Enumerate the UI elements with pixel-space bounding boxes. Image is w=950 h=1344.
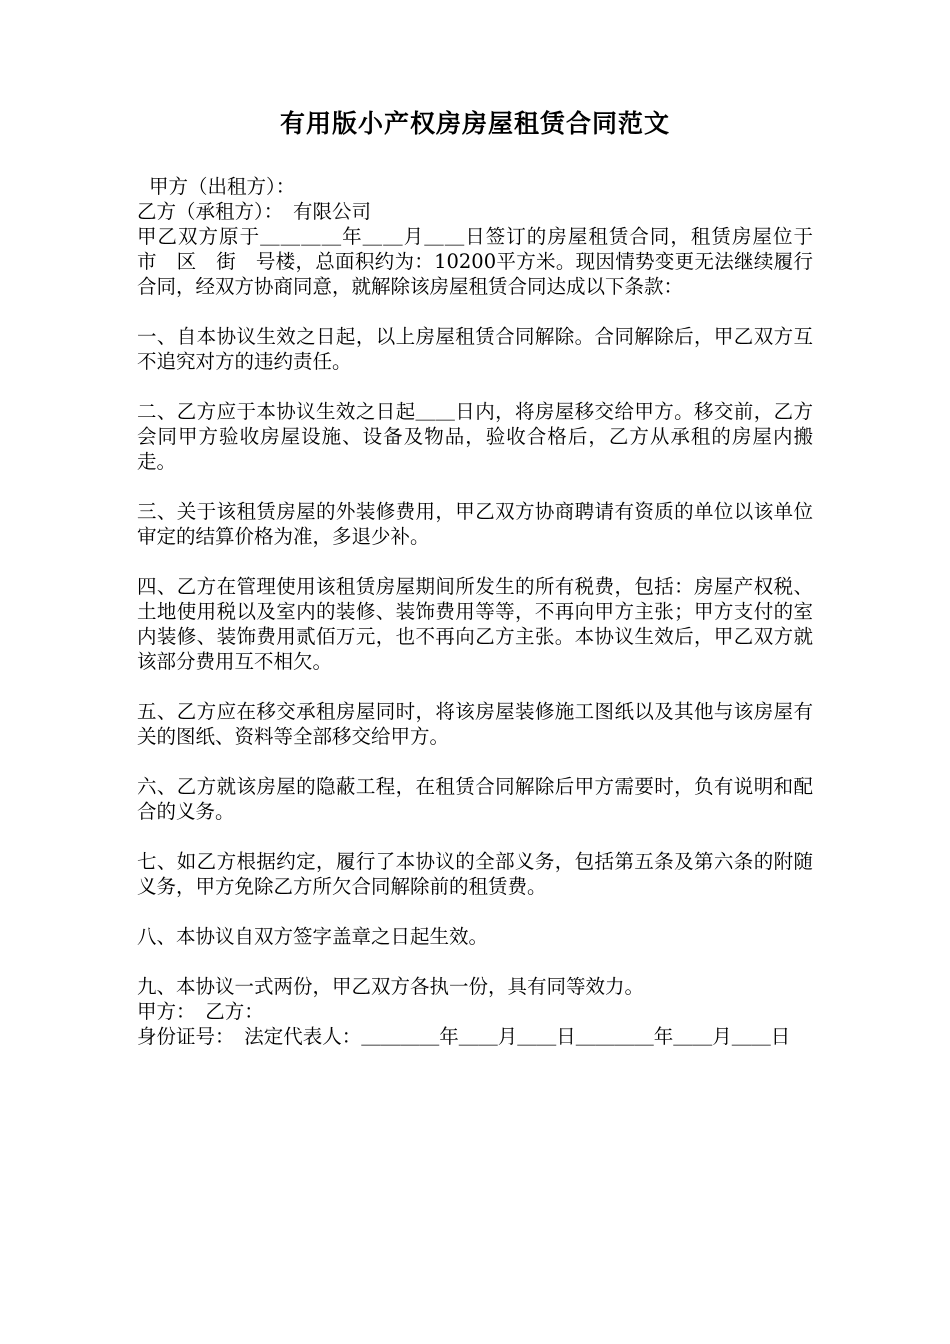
- party-a-line: 甲方（出租方）：: [149, 175, 296, 198]
- party-b-line: 乙方（承租方）： 有限公司: [137, 200, 372, 223]
- document-body: [137, 174, 833, 1049]
- clause-9: 九、本协议一式两份，甲乙双方各执一份，具有同等效力。: [137, 975, 645, 998]
- clause-7: 七、如乙方根据约定，履行了本协议的全部义务，包括第五条及第六条的附随义务，甲方免除乙方所欠合同解除前的租赁费。: [137, 850, 813, 898]
- clause-5: 五、乙方应在移交承租房屋同时，将该房屋装修施工图纸以及其他与该房屋有关的图纸、资料等全部移交给甲方。: [137, 700, 813, 748]
- clause-4: 四、乙方在管理使用该租赁房屋期间所发生的所有税费，包括：房屋产权税、土地使用税以及室内的装修、装饰费用等等，不再向甲方主张；甲方支付的室内装修、装饰费用贰佰万元，也不再向乙方主张。本协议生效后，甲乙双方就该部分费用互不相欠。: [137, 575, 813, 673]
- clause-2: 二、乙方应于本协议生效之日起＿＿日内，将房屋移交给甲方。移交前，乙方会同甲方验收房屋设施、设备及物品，验收合格后，乙方从承租的房屋内搬走。: [137, 400, 813, 473]
- document-title: 有用版小产权房房屋租赁合同范文: [279, 109, 670, 138]
- signature-parties: 甲方： 乙方：: [137, 1000, 264, 1023]
- clause-3: 三、关于该租赁房屋的外装修费用，甲乙双方协商聘请有资质的单位以该单位审定的结算价格为准，多退少补。: [137, 500, 813, 548]
- clause-6: 六、乙方就该房屋的隐蔽工程，在租赁合同解除后甲方需要时，负有说明和配合的义务。: [137, 775, 813, 823]
- clause-8: 八、本协议自双方签字盖章之日起生效。: [137, 925, 489, 948]
- signature-line: 身份证号： 法定代表人：＿＿＿＿年＿＿月＿＿日＿＿＿＿年＿＿月＿＿日: [137, 1025, 791, 1048]
- intro-paragraph: 甲乙双方原于＿＿＿＿年＿＿月＿＿日签订的房屋租赁合同，租赁房屋位于 市 区 街 号楼，总面积约为：10200平方米。现因情势变更无法继续履行合同，经双方协商同意，就解除该房屋租赁合同达成以下条款：: [137, 225, 833, 298]
- clause-1: 一、自本协议生效之日起，以上房屋租赁合同解除。合同解除后，甲乙双方互不追究对方的违约责任。: [137, 325, 813, 373]
